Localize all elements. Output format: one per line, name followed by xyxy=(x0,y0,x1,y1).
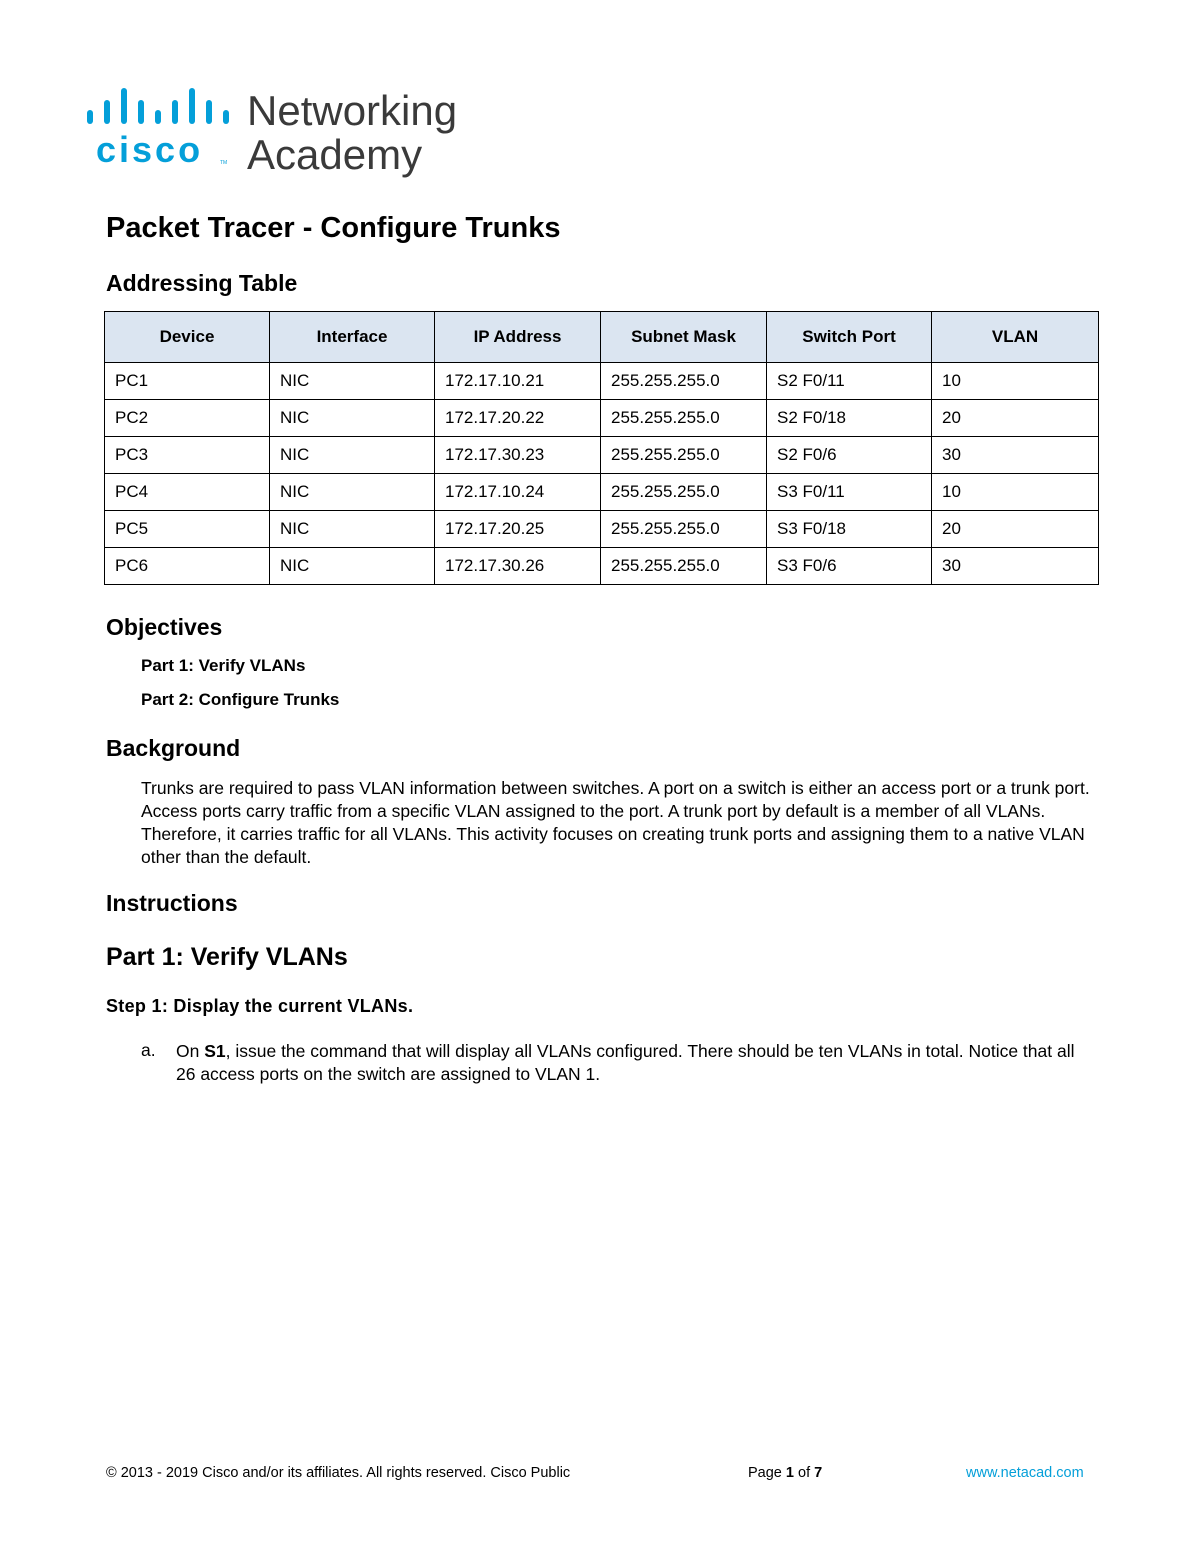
cell-switch-port: S3 F0/11 xyxy=(767,474,932,511)
table-row xyxy=(105,400,1099,437)
background-paragraph: Trunks are required to pass VLAN information between switches. A port on a switch is either an access port or a trunk port. Access ports carry traffic from a specific VLAN assigned to the port. A trunk port by default is a member of all VLANs. Therefore, it carries traffic for all VLANs. This activity focuses on creating trunk ports and assigning them to a native VLAN other than the default. xyxy=(141,778,1090,867)
cell-subnet-mask: 255.255.255.0 xyxy=(601,511,767,548)
column-header-device: Device xyxy=(105,312,270,363)
item-suffix: , issue the command that will display all VLANs configured. There should be ten VLANs in total. Notice that all 26 access ports on the switch are assigned to VLAN 1. xyxy=(176,1041,1075,1084)
table-row xyxy=(105,363,1099,400)
cell-vlan: 10 xyxy=(932,363,1099,400)
cell-subnet-mask: 255.255.255.0 xyxy=(601,548,767,585)
table-row xyxy=(105,548,1099,585)
cell-subnet-mask: 255.255.255.0 xyxy=(601,437,767,474)
cell-subnet-mask: 255.255.255.0 xyxy=(601,400,767,437)
objective-item: Part 2: Configure Trunks xyxy=(141,690,340,709)
step1-item-a xyxy=(176,1040,1096,1086)
document-title: Packet Tracer - Configure Trunks xyxy=(106,212,561,244)
cell-interface: NIC xyxy=(270,474,435,511)
addressing-table-heading: Addressing Table xyxy=(106,270,298,296)
cell-ip-address: 172.17.10.24 xyxy=(435,474,601,511)
cell-ip-address: 172.17.20.22 xyxy=(435,400,601,437)
cell-vlan: 30 xyxy=(932,548,1099,585)
cell-device: PC6 xyxy=(105,548,270,585)
cell-device: PC2 xyxy=(105,400,270,437)
column-header-ip-address: IP Address xyxy=(435,312,601,363)
page-of: of xyxy=(793,1465,815,1481)
cell-ip-address: 172.17.30.26 xyxy=(435,548,601,585)
cell-subnet-mask: 255.255.255.0 xyxy=(601,363,767,400)
cell-switch-port: S2 F0/18 xyxy=(767,400,932,437)
device-name-s1: S1 xyxy=(204,1041,226,1061)
cell-interface: NIC xyxy=(270,400,435,437)
footer-page-number xyxy=(748,1465,822,1481)
trademark-mark: TM xyxy=(220,160,228,166)
page-prefix: Page xyxy=(748,1465,786,1481)
instructions-heading: Instructions xyxy=(106,890,238,916)
logo-academy-text: Academy xyxy=(247,131,423,178)
cell-interface: NIC xyxy=(270,363,435,400)
cell-switch-port: S2 F0/11 xyxy=(767,363,932,400)
cisco-bars-icon xyxy=(84,86,234,128)
table-header-row xyxy=(105,312,1099,363)
cell-ip-address: 172.17.10.21 xyxy=(435,363,601,400)
part1-heading: Part 1: Verify VLANs xyxy=(106,943,348,971)
step1-heading: Step 1: Display the current VLANs. xyxy=(106,996,414,1016)
cell-ip-address: 172.17.30.23 xyxy=(435,437,601,474)
table-row xyxy=(105,437,1099,474)
column-header-switch-port: Switch Port xyxy=(767,312,932,363)
cell-interface: NIC xyxy=(270,511,435,548)
page-total: 7 xyxy=(814,1465,823,1481)
column-header-vlan: VLAN xyxy=(932,312,1099,363)
cell-subnet-mask: 255.255.255.0 xyxy=(601,474,767,511)
cell-switch-port: S3 F0/6 xyxy=(767,548,932,585)
cell-ip-address: 172.17.20.25 xyxy=(435,511,601,548)
objective-item: Part 1: Verify VLANs xyxy=(141,656,306,675)
table-row xyxy=(105,474,1099,511)
cell-switch-port: S2 F0/6 xyxy=(767,437,932,474)
cell-device: PC4 xyxy=(105,474,270,511)
cell-interface: NIC xyxy=(270,548,435,585)
cell-device: PC5 xyxy=(105,511,270,548)
background-heading: Background xyxy=(106,735,241,761)
addressing-table xyxy=(104,311,1099,585)
cell-device: PC3 xyxy=(105,437,270,474)
cell-vlan: 30 xyxy=(932,437,1099,474)
cell-interface: NIC xyxy=(270,437,435,474)
table-row xyxy=(105,511,1099,548)
logo-networking-text: Networking xyxy=(247,87,458,134)
cell-vlan: 20 xyxy=(932,400,1099,437)
cell-vlan: 20 xyxy=(932,511,1099,548)
column-header-interface: Interface xyxy=(270,312,435,363)
list-marker: a. xyxy=(141,1040,156,1060)
item-prefix: On xyxy=(176,1041,205,1061)
cisco-networking-academy-logo xyxy=(84,86,464,178)
cell-switch-port: S3 F0/18 xyxy=(767,511,932,548)
page-current: 1 xyxy=(785,1465,794,1481)
cell-device: PC1 xyxy=(105,363,270,400)
objectives-heading: Objectives xyxy=(106,614,223,640)
footer-copyright: © 2013 - 2019 Cisco and/or its affiliates. All rights reserved. Cisco Public xyxy=(106,1465,571,1481)
footer-website-link[interactable]: www.netacad.com xyxy=(966,1465,1084,1481)
cisco-wordmark: cisco xyxy=(96,129,204,170)
column-header-subnet-mask: Subnet Mask xyxy=(601,312,767,363)
cell-vlan: 10 xyxy=(932,474,1099,511)
